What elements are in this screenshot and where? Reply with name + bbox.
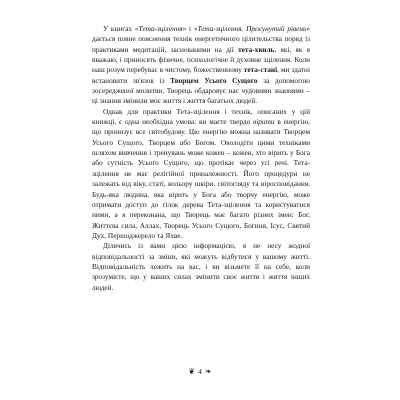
text-segment: Тета-зцілення: [138, 24, 183, 33]
text-segment: тета-хвиль: [238, 44, 275, 54]
text-segment: Однак для практики Тета-зцілення і технік, описаних у цій книжці, є одна необхідна умова: ви маєте твердо: [92, 106, 310, 127]
paragraph-1: [92, 24, 310, 107]
text-segment: в енергію, що пронизує все світобудову. Цю енергію можна називати Творцем Усього Сущого, Творцем: [92, 117, 311, 147]
text-segment: вірити: [253, 117, 275, 127]
page-footer: [0, 367, 400, 376]
left-ornament-icon: ❦: [188, 367, 196, 376]
right-ornament-icon: ❧: [204, 367, 212, 376]
body-text: [92, 24, 310, 293]
text-segment: Богом. Оволодіти цими техніками шляхом вивчення і тренувань може кожен – кожен, хто вірить у Бога або сутність Усього Сущого, що протікає через усі речі. Тета-зцілення не має релігійної приналежності. Його процедури не залежать від віку, статі, кольору шкіри, світогляду та віросповідання. Будь-яка людина, яка вірить у Бога або творчу енергію, може отримати доступ до гілок дерева Тета-зцілення та користуватися ними, а я переконана, що Творець має багато різних імен: Бог, Життєва сила, Аллах, Творець Усього Сущого, Богиня, Ісус, Святий Дух, Першоджерело та Яхве.: [92, 137, 310, 240]
paragraph-3: [92, 241, 310, 293]
text-segment: , які, як я вважаю, і приносять фізичне, психологічне й духовне зцілення. Коли наш розум перебуває в чистому, божественному: [92, 44, 311, 75]
text-segment: У книгах «: [103, 24, 139, 33]
text-segment: Ділячись із вами цією інформацією, я не несу жодної відповідальності за зміни, які можуть відбутися у вашому житті. Відповідальність лежить на вас, і ви візьмете її на себе, коли зрозумієте, що у ваших силах змінити своє життя і життя інших людей.: [92, 241, 310, 292]
text-segment: » і «: [182, 24, 198, 33]
text-segment: Тета-зцілення. Просунутий рівень: [197, 24, 307, 33]
paragraph-2: [92, 107, 310, 241]
text-segment: , ми здатні встановити зв'язок із: [92, 65, 310, 85]
text-segment: за допомогою зосередженої молитви. Творець обдаровує нас чудовими знаннями – ці знання змінили моє життя і життя багатьох людей.: [92, 75, 310, 106]
text-segment: тета-стані: [243, 65, 278, 75]
text-segment: » дається повне пояснення технік енергетичного цілительства поряд із практиками медитацій, заснованими на дії: [92, 24, 310, 54]
page-number: 4: [198, 367, 202, 376]
text-segment: або: [179, 137, 191, 147]
text-segment: Творцем Усього Сущого: [170, 75, 258, 85]
